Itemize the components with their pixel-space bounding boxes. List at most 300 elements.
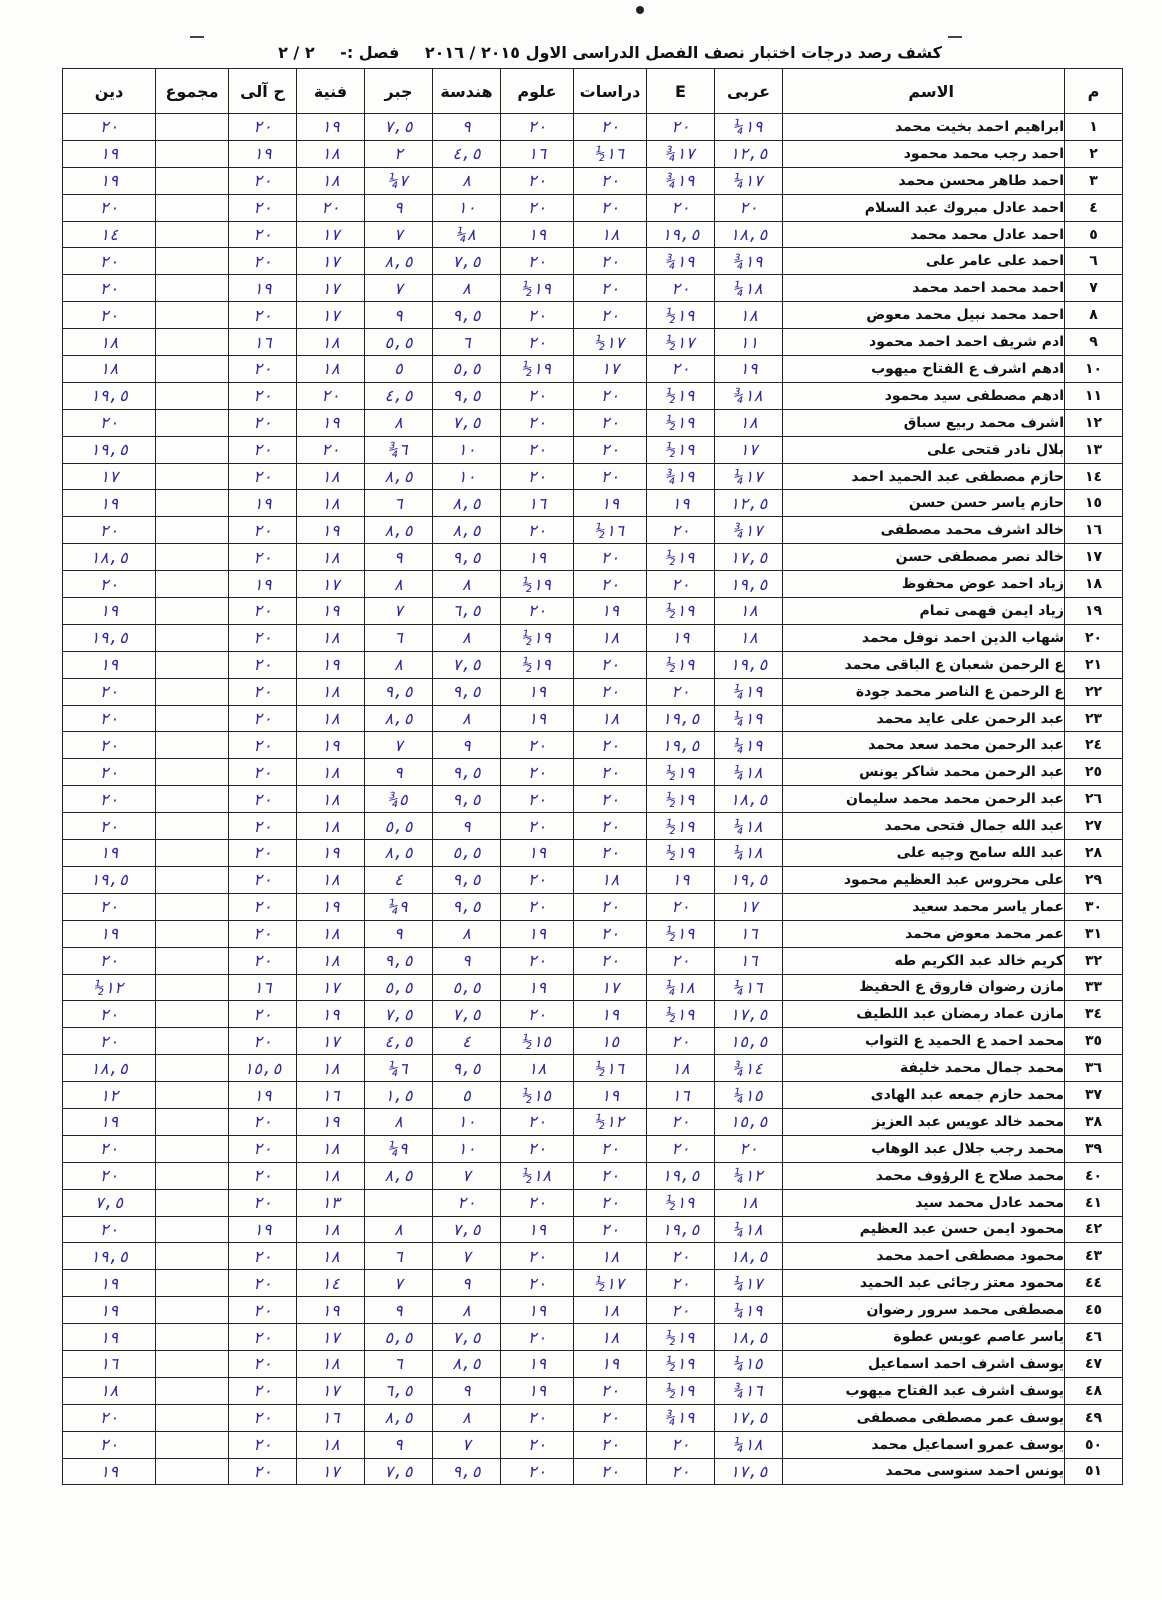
grade-geometry: ٦ [433, 329, 501, 356]
student-name: ع الرحمن ع الناصر محمد جودة [783, 678, 1065, 705]
grade-studies: ١٦½ [574, 1055, 647, 1082]
grade-algebra: ٩ [365, 302, 433, 329]
grade-studies: ٢٠ [574, 813, 647, 840]
table-row [63, 1189, 1123, 1216]
col-header-name: الاسم [783, 69, 1065, 114]
grade-english: ٢٠ [647, 1243, 715, 1270]
grade-total [156, 974, 229, 1001]
grade-algebra: ٩ [365, 1431, 433, 1458]
grade-religion: ٢٠ [63, 893, 156, 920]
grade-studies: ١٩ [574, 490, 647, 517]
grade-total [156, 840, 229, 867]
grade-english: ٢٠ [647, 1458, 715, 1485]
grade-science: ٢٠ [501, 1135, 574, 1162]
table-row [63, 140, 1123, 167]
grade-geometry: ٧,٥ [433, 248, 501, 275]
punch-dot [636, 6, 644, 14]
student-name: محمد صلاح ع الرؤوف محمد [783, 1162, 1065, 1189]
grade-computer: ٢٠ [229, 1162, 297, 1189]
grade-arabic: ١٨¼ [715, 813, 783, 840]
grade-art: ١٣ [297, 1189, 365, 1216]
grade-science: ٢٠ [501, 759, 574, 786]
grade-art: ١٨ [297, 866, 365, 893]
grade-english: ٢٠ [647, 1108, 715, 1135]
student-name: عمار ياسر محمد سعيد [783, 893, 1065, 920]
grade-computer: ٢٠ [229, 678, 297, 705]
student-number: ٨ [1065, 302, 1123, 329]
grade-geometry: ٩,٥ [433, 1055, 501, 1082]
student-name: محمود ايمن حسن عبد العظيم [783, 1216, 1065, 1243]
student-name: مازن عماد رمضان عبد اللطيف [783, 1001, 1065, 1028]
grade-religion: ١٩ [63, 490, 156, 517]
grade-english: ١٩½ [647, 786, 715, 813]
table-row [63, 1431, 1123, 1458]
grade-science: ١٥½ [501, 1028, 574, 1055]
grade-studies: ١٧ [574, 356, 647, 383]
grade-religion: ٢٠ [63, 1162, 156, 1189]
grade-computer: ٢٠ [229, 920, 297, 947]
student-number: ١٢ [1065, 409, 1123, 436]
grade-english: ١٩½ [647, 1189, 715, 1216]
student-name: اشرف محمد ربيع سباق [783, 409, 1065, 436]
student-name: حازم ياسر حسن حسن [783, 490, 1065, 517]
grade-arabic: ١٦ [715, 947, 783, 974]
grade-computer: ٢٠ [229, 732, 297, 759]
grade-algebra: ٧ [365, 598, 433, 625]
grade-english: ١٩½ [647, 840, 715, 867]
grade-algebra: ٤,٥ [365, 382, 433, 409]
student-number: ١ [1065, 114, 1123, 141]
grades-table [62, 68, 1123, 1485]
grade-studies: ١٥ [574, 1028, 647, 1055]
grade-geometry: ٨ [433, 571, 501, 598]
student-name: عبد الله جمال فتحى محمد [783, 813, 1065, 840]
grade-studies: ١٢½ [574, 1108, 647, 1135]
student-number: ١٣ [1065, 436, 1123, 463]
grade-arabic: ١٨¼ [715, 759, 783, 786]
grade-total [156, 221, 229, 248]
grade-studies: ٢٠ [574, 409, 647, 436]
grade-geometry: ٩ [433, 813, 501, 840]
student-number: ٣٨ [1065, 1108, 1123, 1135]
grade-science: ٢٠ [501, 732, 574, 759]
grade-religion: ١٩ [63, 1324, 156, 1351]
grade-studies: ٢٠ [574, 678, 647, 705]
grade-geometry: ١٠ [433, 436, 501, 463]
grade-science: ٢٠ [501, 409, 574, 436]
grade-geometry: ١٠ [433, 1108, 501, 1135]
grade-computer: ٢٠ [229, 705, 297, 732]
grade-science: ١٩ [501, 221, 574, 248]
grade-english: ٢٠ [647, 1297, 715, 1324]
student-number: ٣٠ [1065, 893, 1123, 920]
student-number: ١٠ [1065, 356, 1123, 383]
grade-total [156, 275, 229, 302]
grade-english: ٢٠ [647, 1028, 715, 1055]
grade-algebra: ٦¾ [365, 436, 433, 463]
grade-science: ١٩ [501, 840, 574, 867]
student-name: ابراهيم احمد بخيت محمد [783, 114, 1065, 141]
grade-studies: ١٨ [574, 221, 647, 248]
grade-algebra: ٨,٥ [365, 1404, 433, 1431]
student-number: ٤١ [1065, 1189, 1123, 1216]
grade-religion: ٢٠ [63, 1135, 156, 1162]
table-row [63, 1216, 1123, 1243]
grade-art: ١٨ [297, 947, 365, 974]
grade-arabic: ١٩¾ [715, 248, 783, 275]
grade-total [156, 140, 229, 167]
grade-total [156, 517, 229, 544]
grade-total [156, 1243, 229, 1270]
grade-total [156, 1189, 229, 1216]
table-row [63, 248, 1123, 275]
grade-computer: ٢٠ [229, 194, 297, 221]
grade-arabic: ١٥,٥ [715, 1028, 783, 1055]
grade-science: ٢٠ [501, 1324, 574, 1351]
grade-computer: ٢٠ [229, 1458, 297, 1485]
student-number: ٢٥ [1065, 759, 1123, 786]
grade-computer: ٢٠ [229, 302, 297, 329]
grade-religion: ١٢½ [63, 974, 156, 1001]
student-name: يونس احمد سنوسى محمد [783, 1458, 1065, 1485]
grade-english: ١٩½ [647, 1350, 715, 1377]
grade-art: ١٨ [297, 463, 365, 490]
col-header-computer: ح آلى [229, 69, 297, 114]
grade-arabic: ١٩¼ [715, 1297, 783, 1324]
grade-art: ١٨ [297, 1431, 365, 1458]
grade-total [156, 302, 229, 329]
grade-religion: ١٩,٥ [63, 382, 156, 409]
grade-english: ١٨¼ [647, 974, 715, 1001]
student-number: ٣١ [1065, 920, 1123, 947]
grade-science: ٢٠ [501, 866, 574, 893]
table-row [63, 866, 1123, 893]
grade-total [156, 382, 229, 409]
grade-religion: ١٨,٥ [63, 1055, 156, 1082]
grade-english: ٢٠ [647, 1135, 715, 1162]
student-number: ٣٣ [1065, 974, 1123, 1001]
grade-english: ١٨ [647, 1055, 715, 1082]
sheet-header [240, 43, 980, 69]
grade-computer: ٢٠ [229, 167, 297, 194]
table-row [63, 1404, 1123, 1431]
grade-computer: ٢٠ [229, 1001, 297, 1028]
grade-science: ٢٠ [501, 436, 574, 463]
grade-religion: ١٩ [63, 167, 156, 194]
grade-computer: ٢٠ [229, 947, 297, 974]
student-number: ٧ [1065, 275, 1123, 302]
student-name: محمد رجب جلال عبد الوهاب [783, 1135, 1065, 1162]
grade-studies: ٢٠ [574, 1404, 647, 1431]
grade-studies: ١٨ [574, 624, 647, 651]
student-name: يوسف اشرف احمد اسماعيل [783, 1350, 1065, 1377]
grade-arabic: ١٧,٥ [715, 1458, 783, 1485]
table-row [63, 356, 1123, 383]
grade-religion: ١٤ [63, 221, 156, 248]
student-name: احمد محمد احمد محمد [783, 275, 1065, 302]
grade-algebra: ٢ [365, 140, 433, 167]
grade-arabic: ١٦ [715, 920, 783, 947]
grade-arabic: ١٨ [715, 598, 783, 625]
student-number: ٢٨ [1065, 840, 1123, 867]
grade-studies: ٢٠ [574, 302, 647, 329]
grade-computer: ٢٠ [229, 1189, 297, 1216]
student-name: احمد طاهر محسن محمد [783, 167, 1065, 194]
grade-geometry: ٨ [433, 1404, 501, 1431]
grade-art: ١٩ [297, 409, 365, 436]
grade-religion: ١٩ [63, 651, 156, 678]
grade-total [156, 1028, 229, 1055]
table-row [63, 1324, 1123, 1351]
grade-studies: ٢٠ [574, 1431, 647, 1458]
grade-religion: ٢٠ [63, 1216, 156, 1243]
grade-computer: ٢٠ [229, 598, 297, 625]
grade-geometry: ٧,٥ [433, 1216, 501, 1243]
grade-studies: ١٨ [574, 1297, 647, 1324]
grade-english: ١٩½ [647, 813, 715, 840]
grade-art: ١٧ [297, 248, 365, 275]
grade-science: ٢٠ [501, 813, 574, 840]
student-number: ١٧ [1065, 544, 1123, 571]
grade-english: ٢٠ [647, 1270, 715, 1297]
grade-algebra: ٦¼ [365, 1055, 433, 1082]
grade-geometry: ٥,٥ [433, 356, 501, 383]
grade-english: ١٩ [647, 624, 715, 651]
student-name: زياد احمد عوض محفوظ [783, 571, 1065, 598]
col-header-algebra: جبر [365, 69, 433, 114]
grade-total [156, 1297, 229, 1324]
grade-geometry: ٤,٥ [433, 140, 501, 167]
student-name: زياد ايمن فهمى تمام [783, 598, 1065, 625]
col-header-total: مجموع [156, 69, 229, 114]
grade-geometry: ١٠ [433, 1135, 501, 1162]
grade-religion: ٢٠ [63, 947, 156, 974]
grade-total [156, 759, 229, 786]
grade-total [156, 1135, 229, 1162]
grade-religion: ١٨ [63, 1377, 156, 1404]
grade-science: ١٨½ [501, 1162, 574, 1189]
grade-algebra: ٨,٥ [365, 248, 433, 275]
student-number: ١٦ [1065, 517, 1123, 544]
grade-total [156, 1001, 229, 1028]
grade-arabic: ١٩¼ [715, 678, 783, 705]
grade-algebra: ٧ [365, 275, 433, 302]
student-number: ٢١ [1065, 651, 1123, 678]
grade-arabic: ١٧¼ [715, 463, 783, 490]
grade-english: ٢٠ [647, 275, 715, 302]
grade-algebra: ٨ [365, 1216, 433, 1243]
grade-geometry: ٥,٥ [433, 840, 501, 867]
grade-science: ١٩ [501, 1377, 574, 1404]
grade-science: ١٥½ [501, 1082, 574, 1109]
grade-english: ١٩½ [647, 920, 715, 947]
student-number: ٣٥ [1065, 1028, 1123, 1055]
grade-computer: ٢٠ [229, 866, 297, 893]
grade-english: ١٩½ [647, 1377, 715, 1404]
grade-algebra: ٧ [365, 1270, 433, 1297]
grade-computer: ٢٠ [229, 893, 297, 920]
grade-algebra: ٩,٥ [365, 678, 433, 705]
grade-algebra: ٩¼ [365, 1135, 433, 1162]
table-row [63, 436, 1123, 463]
grade-arabic: ١٨,٥ [715, 1243, 783, 1270]
grade-total [156, 409, 229, 436]
grade-computer: ١٩ [229, 1216, 297, 1243]
grade-computer: ٢٠ [229, 356, 297, 383]
student-number: ٢٢ [1065, 678, 1123, 705]
table-row [63, 651, 1123, 678]
grade-science: ٢٠ [501, 1001, 574, 1028]
grade-computer: ٢٠ [229, 1135, 297, 1162]
grade-religion: ٢٠ [63, 813, 156, 840]
grade-total [156, 463, 229, 490]
student-number: ٤٤ [1065, 1270, 1123, 1297]
grade-algebra: ٨ [365, 1108, 433, 1135]
grade-total [156, 544, 229, 571]
grade-geometry: ٩,٥ [433, 786, 501, 813]
student-name: محمد عادل محمد سيد [783, 1189, 1065, 1216]
grade-art: ١٤ [297, 1270, 365, 1297]
table-row [63, 678, 1123, 705]
student-number: ١١ [1065, 382, 1123, 409]
grade-science: ١٨ [501, 1055, 574, 1082]
grade-science: ٢٠ [501, 302, 574, 329]
grade-art: ١٩ [297, 598, 365, 625]
grade-studies: ٢٠ [574, 732, 647, 759]
grade-studies: ٢٠ [574, 759, 647, 786]
table-row [63, 974, 1123, 1001]
grade-arabic: ١١ [715, 329, 783, 356]
grade-english: ٢٠ [647, 571, 715, 598]
grade-art: ١٨ [297, 759, 365, 786]
student-number: ٤٠ [1065, 1162, 1123, 1189]
grade-religion: ١٩,٥ [63, 436, 156, 463]
student-name: احمد عادل مبروك عبد السلام [783, 194, 1065, 221]
grade-arabic: ١٧,٥ [715, 544, 783, 571]
table-row [63, 1458, 1123, 1485]
grade-computer: ٢٠ [229, 759, 297, 786]
grade-english: ٢٠ [647, 893, 715, 920]
table-row [63, 302, 1123, 329]
grade-studies: ٢٠ [574, 544, 647, 571]
grade-religion: ١٩ [63, 598, 156, 625]
grade-english: ١٩¾ [647, 248, 715, 275]
grade-art: ١٨ [297, 813, 365, 840]
student-name: عبد الرحمن محمد سعد محمد [783, 732, 1065, 759]
grade-science: ٢٠ [501, 194, 574, 221]
table-row [63, 571, 1123, 598]
student-number: ٤٩ [1065, 1404, 1123, 1431]
grade-algebra: ٧ [365, 732, 433, 759]
grade-art: ١٨ [297, 705, 365, 732]
grade-religion: ٢٠ [63, 1404, 156, 1431]
grade-total [156, 1458, 229, 1485]
grade-algebra: ٦ [365, 490, 433, 517]
grade-computer: ٢٠ [229, 840, 297, 867]
table-row [63, 1108, 1123, 1135]
grade-english: ١٩,٥ [647, 221, 715, 248]
table-row [63, 893, 1123, 920]
table-row [63, 920, 1123, 947]
student-name: مصطفى محمد سرور رضوان [783, 1297, 1065, 1324]
grade-art: ١٨ [297, 786, 365, 813]
grade-art: ١٨ [297, 544, 365, 571]
grade-geometry: ٧ [433, 1162, 501, 1189]
grade-arabic: ١٧,٥ [715, 1404, 783, 1431]
grade-total [156, 1082, 229, 1109]
grade-arabic: ١٥,٥ [715, 1108, 783, 1135]
student-name: محمد جمال محمد خليفة [783, 1055, 1065, 1082]
grade-geometry: ٧,٥ [433, 1001, 501, 1028]
student-number: ٢٧ [1065, 813, 1123, 840]
grade-art: ١٧ [297, 571, 365, 598]
student-name: بلال نادر فتحى على [783, 436, 1065, 463]
grade-art: ١٦ [297, 1404, 365, 1431]
grade-art: ١٩ [297, 840, 365, 867]
grade-geometry: ٧,٥ [433, 409, 501, 436]
grade-english: ١٩,٥ [647, 705, 715, 732]
grade-art: ١٩ [297, 893, 365, 920]
grade-arabic: ١٨,٥ [715, 221, 783, 248]
grade-religion: ١٢ [63, 1082, 156, 1109]
grade-religion: ٢٠ [63, 409, 156, 436]
grade-arabic: ١٢,٥ [715, 490, 783, 517]
table-row [63, 813, 1123, 840]
grade-science: ١٩½ [501, 651, 574, 678]
grade-studies: ٢٠ [574, 167, 647, 194]
grade-art: ١٨ [297, 356, 365, 383]
table-row [63, 732, 1123, 759]
grade-art: ١٨ [297, 1055, 365, 1082]
grade-geometry: ٩,٥ [433, 302, 501, 329]
table-row [63, 1297, 1123, 1324]
grade-science: ٢٠ [501, 893, 574, 920]
grade-geometry: ٨ [433, 275, 501, 302]
header-row [63, 69, 1123, 114]
grade-algebra: ٤ [365, 866, 433, 893]
grade-english: ١٩½ [647, 409, 715, 436]
student-number: ٤٧ [1065, 1350, 1123, 1377]
grade-arabic: ١٨ [715, 1189, 783, 1216]
grade-studies: ٢٠ [574, 463, 647, 490]
grade-geometry: ٨¼ [433, 221, 501, 248]
student-number: ٢٦ [1065, 786, 1123, 813]
grade-total [156, 490, 229, 517]
scan-mark-right [948, 36, 962, 38]
grade-total [156, 114, 229, 141]
grade-total [156, 947, 229, 974]
grade-algebra: ٩ [365, 544, 433, 571]
table-row [63, 194, 1123, 221]
grade-algebra: ٨,٥ [365, 517, 433, 544]
grade-arabic: ١٩ [715, 356, 783, 383]
table-row [63, 840, 1123, 867]
grade-computer: ٢٠ [229, 436, 297, 463]
student-name: ادم شريف احمد احمد محمود [783, 329, 1065, 356]
grade-geometry: ٩,٥ [433, 678, 501, 705]
grade-total [156, 1216, 229, 1243]
grade-studies: ٢٠ [574, 947, 647, 974]
grade-studies: ٢٠ [574, 248, 647, 275]
grade-art: ٢٠ [297, 382, 365, 409]
grade-science: ١٩ [501, 1297, 574, 1324]
grade-art: ١٨ [297, 329, 365, 356]
grade-arabic: ١٨,٥ [715, 1324, 783, 1351]
grade-english: ٢٠ [647, 356, 715, 383]
grade-art: ١٧ [297, 221, 365, 248]
grade-geometry: ٩,٥ [433, 544, 501, 571]
grade-religion: ١٦ [63, 1350, 156, 1377]
